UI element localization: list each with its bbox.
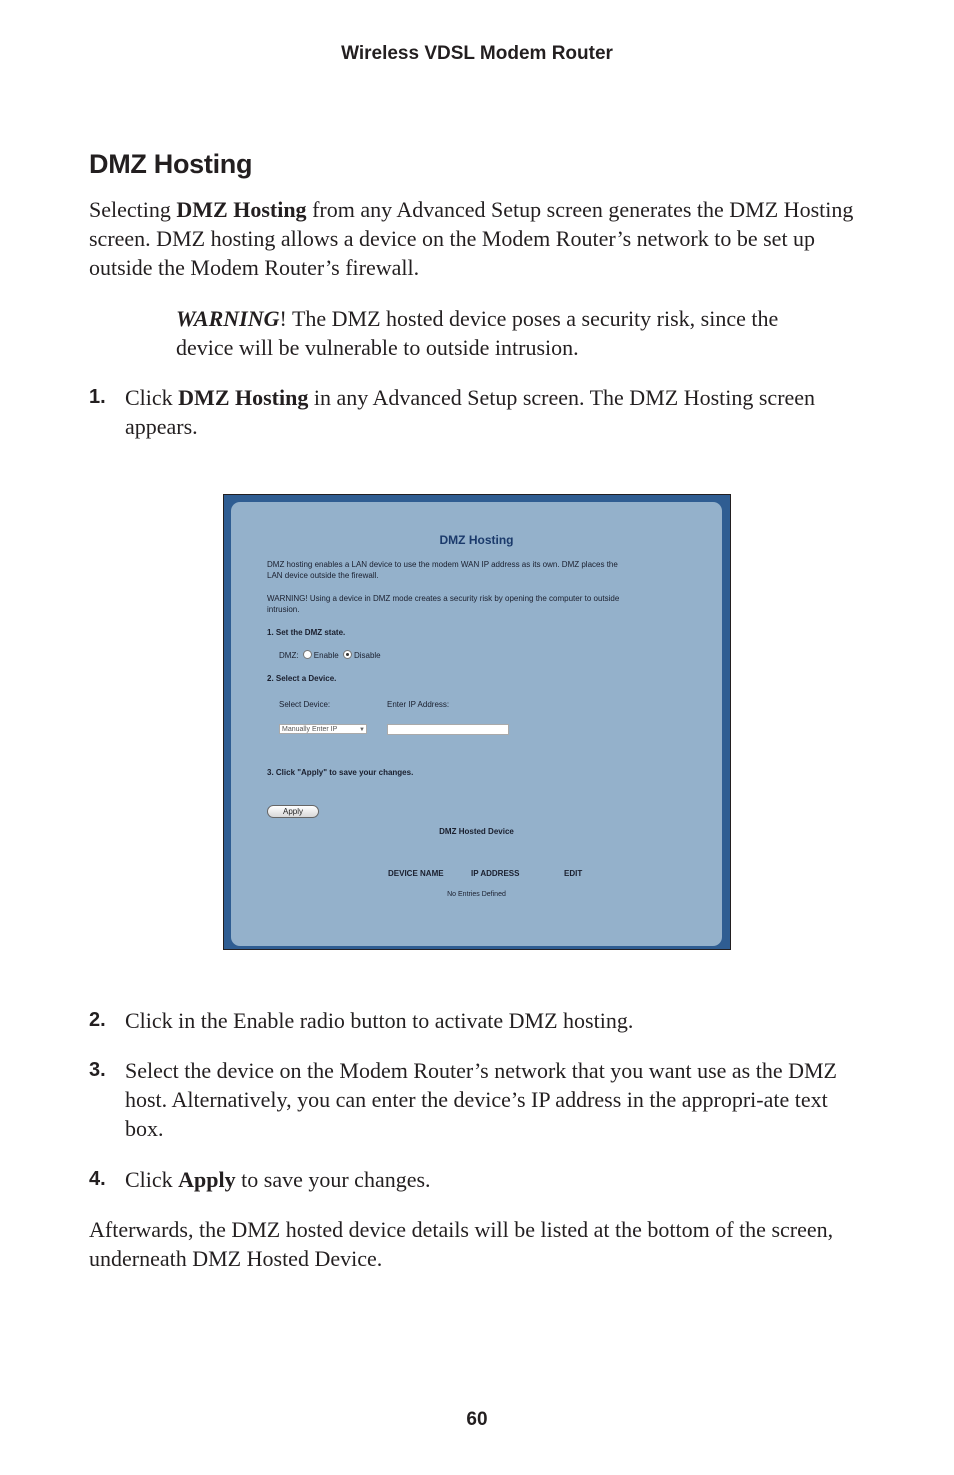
- hosted-device-title: DMZ Hosted Device: [439, 827, 514, 836]
- step-2: 2. Click in the Enable radio button to activate DMZ hosting.: [89, 1008, 634, 1033]
- screenshot-warning-1: WARNING! Using a device in DMZ mode creates a security risk by opening the computer to outside: [267, 594, 620, 603]
- screenshot-step2: 2. Select a Device.: [267, 674, 337, 683]
- enter-ip-label: Enter IP Address:: [387, 700, 450, 709]
- step-1: 1. Click DMZ Hosting in any Advanced Setup screen. The DMZ Hosting screen appears.: [89, 385, 816, 439]
- screenshot-title: DMZ Hosting: [439, 533, 514, 547]
- screenshot-step3: 3. Click "Apply" to save your changes.: [267, 768, 414, 777]
- screenshot-step1: 1. Set the DMZ state.: [267, 628, 346, 637]
- screenshot-warning-2: intrusion.: [267, 605, 300, 614]
- enable-radio[interactable]: [303, 650, 312, 659]
- step-3: 3. Select the device on the Modem Router’s network that you want use as the DMZ host. Alternatively, you can enter the device’s IP address in the appropri-ate text box.: [89, 1058, 837, 1141]
- screenshot-desc-1: DMZ hosting enables a LAN device to use the modem WAN IP address as its own. DMZ places the: [267, 560, 618, 569]
- intro-paragraph: Selecting DMZ Hosting from any Advanced Setup screen generates the DMZ Hosting screen. DMZ hosting allows a device on the Modem Router’s network to be set up outside the Modem Router’s firewall.: [89, 197, 854, 280]
- ip-address-input[interactable]: [387, 724, 509, 735]
- warning-label: WARNING: [176, 306, 280, 331]
- step-number: 4.: [89, 1168, 106, 1190]
- dmz-state-row: [279, 650, 381, 661]
- no-entries-text: No Entries Defined: [447, 891, 506, 898]
- col-ip-address: IP ADDRESS: [471, 869, 520, 878]
- chevron-down-icon: ▼: [359, 727, 365, 733]
- step-number: 3.: [89, 1059, 106, 1081]
- dmz-label: DMZ:: [279, 651, 299, 660]
- running-header: Wireless VDSL Modem Router: [341, 43, 613, 64]
- closing-paragraph: Afterwards, the DMZ hosted device details will be listed at the bottom of the screen, underneath DMZ Hosted Device.: [89, 1217, 834, 1271]
- disable-label: Disable: [353, 651, 381, 660]
- section-title: DMZ Hosting: [89, 149, 253, 179]
- disable-radio[interactable]: [343, 650, 352, 659]
- col-device-name: DEVICE NAME: [388, 869, 444, 878]
- col-edit: EDIT: [564, 869, 583, 878]
- dmz-screenshot: [223, 494, 731, 950]
- screenshot-panel: [231, 502, 722, 946]
- step-number: 2.: [89, 1009, 106, 1031]
- apply-button[interactable]: Apply: [267, 805, 319, 818]
- select-device-label: Select Device:: [279, 700, 331, 709]
- page-number: 60: [466, 1409, 488, 1430]
- step-4: 4. Click Apply to save your changes.: [89, 1167, 431, 1192]
- warning-note: WARNING! The DMZ hosted device poses a security risk, since the device will be vulnerable to outside intrusion.: [176, 306, 779, 360]
- step-number: 1.: [89, 386, 106, 408]
- enable-label: Enable: [313, 651, 339, 660]
- screenshot-desc-2: LAN device outside the firewall.: [267, 571, 379, 580]
- device-select[interactable]: Manually Enter IP ▼: [279, 724, 367, 734]
